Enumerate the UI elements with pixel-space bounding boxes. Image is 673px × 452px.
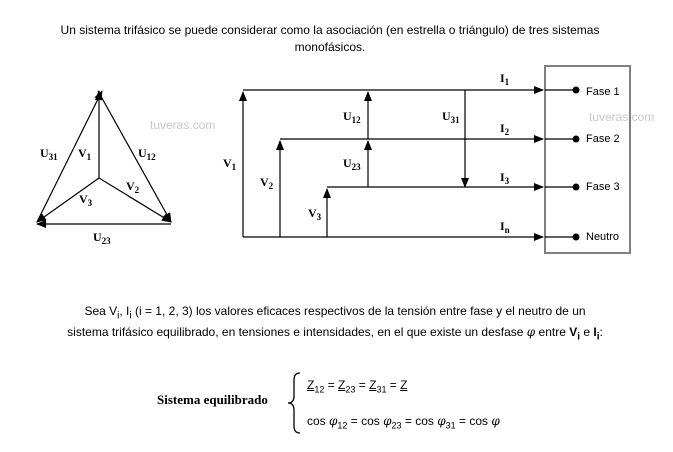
terminal-fase-1 [573,87,580,94]
label-v2: $V_2$ [260,175,274,191]
left-brace [286,372,302,434]
impedance-equation: $Z_{12} = Z_{23} = Z_{31} = Z$ [307,378,408,395]
paragraph-line-2: sistema trifásico equilibrado, en tensiones e intensidades, en el que existe un desfase φ entre $V_i$ e $I_i$: [67,325,603,343]
label-u12: $U_{12}$ [343,109,361,125]
watermark-left: tuveras.com [150,118,216,132]
label-u31: $U_{31}$ [442,109,460,125]
three-phase-circuit [243,66,630,253]
label-u23: $U_{23}$ [93,230,111,246]
label-u12: $U_{12}$ [138,146,156,162]
intro-line-2: monofásicos. [294,40,366,54]
label-fase-1: Fase 1 [586,86,620,98]
paragraph-line-1: Sea $V_i$, $I_i$ (i = 1, 2, 3) los valores eficaces respectivos de la tensión entre fase y el neutro de un [84,304,586,322]
label-u31: $U_{31}$ [40,146,58,162]
label-tri-v2: $V_2$ [126,179,140,195]
label-tri-v3: $V_3$ [79,192,93,208]
label-v1: $V_1$ [223,156,237,172]
label-tri-v1: $V_1$ [78,146,92,162]
description-paragraph [20,303,650,346]
terminal-dots [573,87,580,241]
label-v3: $V_3$ [308,206,322,222]
label-in: $I_n$ [500,219,510,235]
label-fase-2: Fase 2 [586,133,620,145]
label-u23: $U_{23}$ [343,156,361,172]
label-i3: $I_3$ [500,170,510,186]
equation-label: Sistema equilibrado [157,392,268,407]
terminal-fase-2 [573,136,580,143]
intro-line-1: Un sistema trifásico se puede considerar como la asociación (en estrella o triángulo) de tres sistemas [60,23,600,37]
side-u12-line [98,91,171,222]
label-neutro: Neutro [586,231,620,243]
terminal-neutro [573,234,580,241]
watermark-right: tuveras.com [589,110,655,124]
label-fase-3: Fase 3 [586,181,620,193]
label-i2: $I_2$ [500,121,510,137]
label-i1: $I_1$ [500,71,510,87]
cosine-equation: $\cos \varphi_{12} = \cos \varphi_{23} = \cos \varphi_{31} = \cos \varphi$ [307,414,500,431]
terminal-fase-3 [573,184,580,191]
